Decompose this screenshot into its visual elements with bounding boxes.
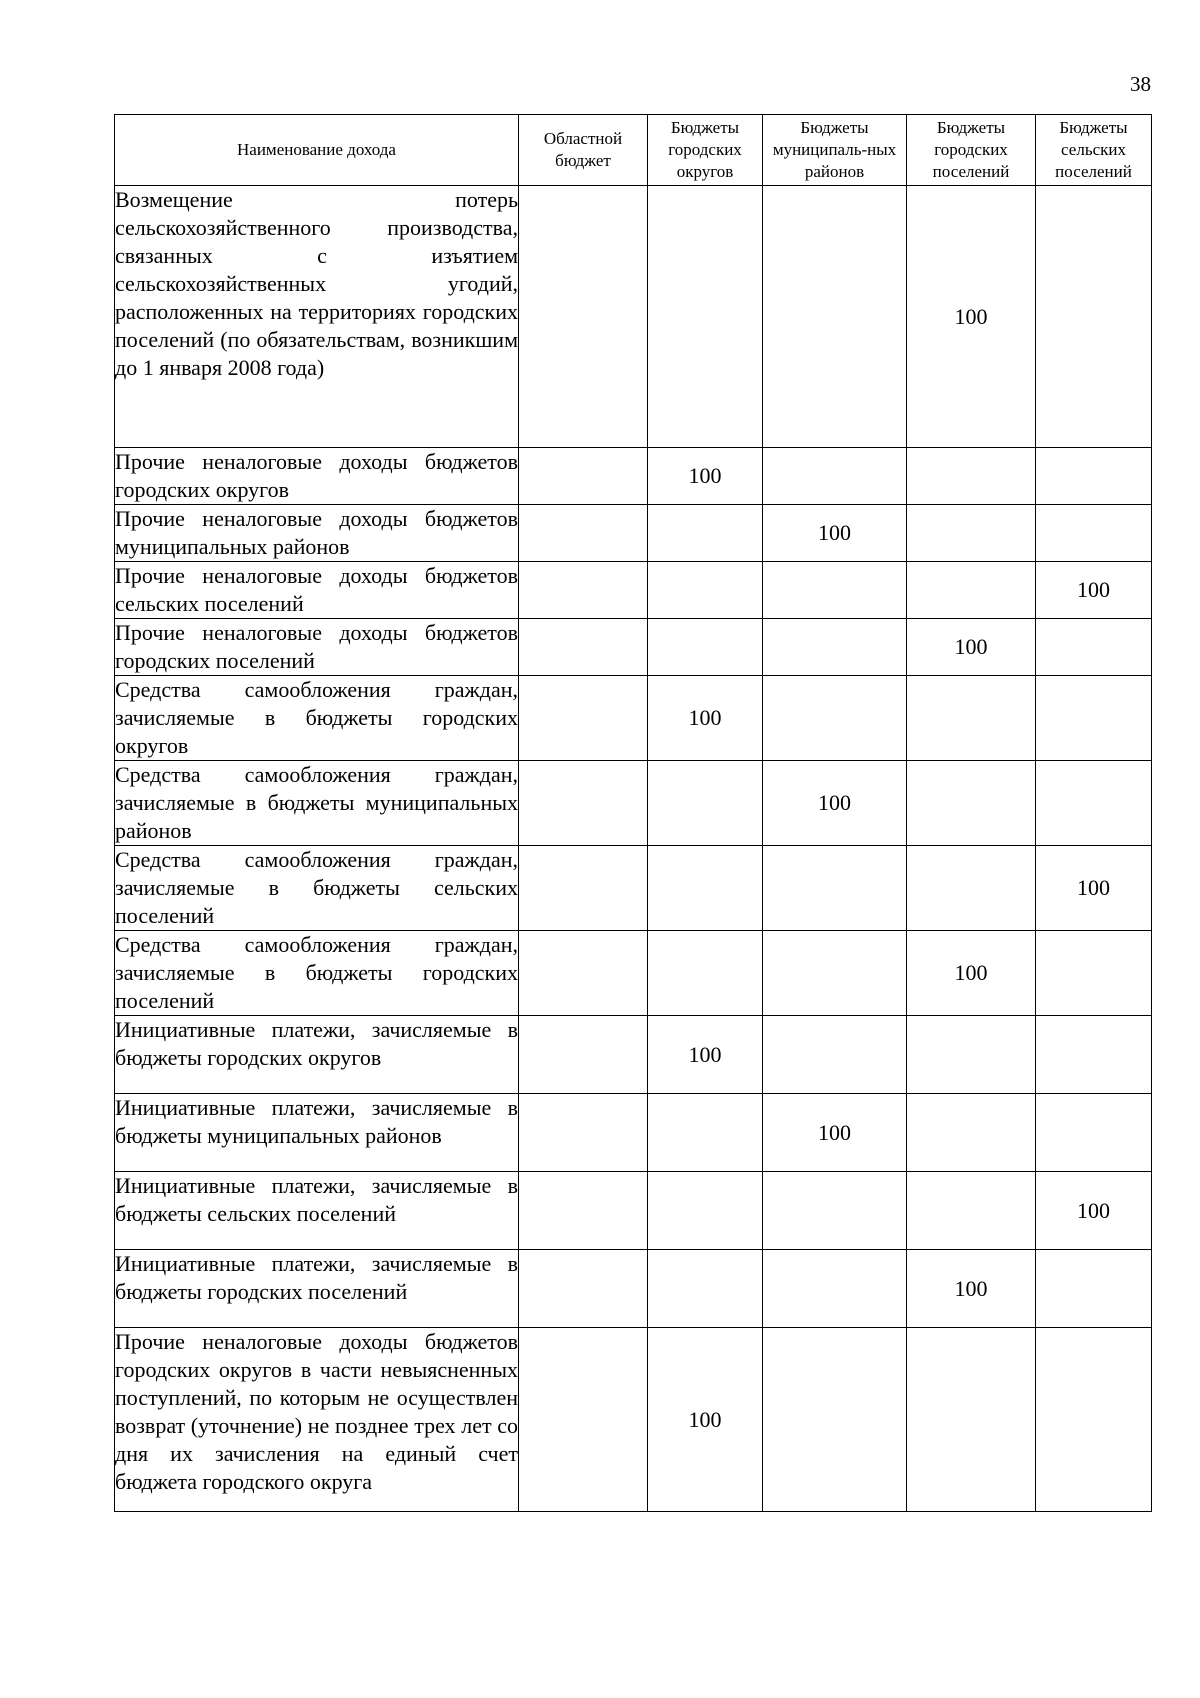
table-row: [115, 1250, 1152, 1328]
urban-settlement-budgets-value-cell: [907, 448, 1036, 505]
income-name-cell: Средства самообложения граждан, зачисляемые в бюджеты городских округов: [115, 676, 519, 761]
table-row: [115, 619, 1152, 676]
table-row: [115, 1094, 1152, 1172]
city-district-budgets-value-cell: [648, 1094, 763, 1172]
rural-settlement-budgets-value-cell: [1036, 1016, 1152, 1094]
urban-settlement-budgets-value-cell: [907, 1328, 1036, 1512]
municipal-district-budgets-value-cell: [763, 619, 907, 676]
municipal-district-budgets-value-cell: 100: [763, 761, 907, 846]
income-name-cell: Прочие неналоговые доходы бюджетов городских поселений: [115, 619, 519, 676]
rural-settlement-budgets-value-cell: 100: [1036, 1172, 1152, 1250]
income-name-cell: Средства самообложения граждан, зачисляемые в бюджеты муниципальных районов: [115, 761, 519, 846]
urban-settlement-budgets-value-cell: [907, 1016, 1036, 1094]
regional-budget-value-cell: [519, 846, 648, 931]
regional-budget-value-cell: [519, 931, 648, 1016]
header-urban-settlement-budgets: Бюджеты городских поселений: [907, 115, 1036, 186]
rural-settlement-budgets-value-cell: [1036, 1328, 1152, 1512]
table-row: [115, 1016, 1152, 1094]
city-district-budgets-value-cell: [648, 505, 763, 562]
rural-settlement-budgets-value-cell: [1036, 448, 1152, 505]
regional-budget-value-cell: [519, 619, 648, 676]
regional-budget-value-cell: [519, 1250, 648, 1328]
table-row: [115, 1328, 1152, 1512]
urban-settlement-budgets-value-cell: [907, 1094, 1036, 1172]
city-district-budgets-value-cell: [648, 619, 763, 676]
municipal-district-budgets-value-cell: [763, 931, 907, 1016]
municipal-district-budgets-value-cell: [763, 846, 907, 931]
rural-settlement-budgets-value-cell: [1036, 761, 1152, 846]
city-district-budgets-value-cell: 100: [648, 1328, 763, 1512]
municipal-district-budgets-value-cell: [763, 1250, 907, 1328]
table-row: [115, 931, 1152, 1016]
income-name-cell: Инициативные платежи, зачисляемые в бюджеты городских поселений: [115, 1250, 519, 1328]
table-body: [115, 186, 1152, 1512]
city-district-budgets-value-cell: [648, 562, 763, 619]
table-row: [115, 505, 1152, 562]
urban-settlement-budgets-value-cell: [907, 761, 1036, 846]
city-district-budgets-value-cell: [648, 186, 763, 448]
income-name-cell: Возмещение потерь сельскохозяйственного производства, связанных с изъятием сельскохозяйственных угодий, расположенных на территориях городских поселений (по обязательствам, возникшим до 1 января 2008 года): [115, 186, 519, 448]
city-district-budgets-value-cell: 100: [648, 676, 763, 761]
urban-settlement-budgets-value-cell: [907, 505, 1036, 562]
municipal-district-budgets-value-cell: [763, 562, 907, 619]
income-name-cell: Прочие неналоговые доходы бюджетов городских округов в части невыясненных поступлений, по которым не осуществлен возврат (уточнение) не позднее трех лет со дня их зачисления на единый счет бюджета городского округа: [115, 1328, 519, 1512]
page-number: 38: [1130, 72, 1151, 96]
income-name-cell: Средства самообложения граждан, зачисляемые в бюджеты сельских поселений: [115, 846, 519, 931]
municipal-district-budgets-value-cell: [763, 1016, 907, 1094]
rural-settlement-budgets-value-cell: [1036, 619, 1152, 676]
municipal-district-budgets-value-cell: [763, 448, 907, 505]
regional-budget-value-cell: [519, 1094, 648, 1172]
municipal-district-budgets-value-cell: [763, 676, 907, 761]
rural-settlement-budgets-value-cell: [1036, 1250, 1152, 1328]
header-municipal-district-budgets: Бюджеты муниципаль-ных районов: [763, 115, 907, 186]
urban-settlement-budgets-value-cell: [907, 1172, 1036, 1250]
table-header-row: [115, 115, 1152, 186]
header-regional-budget: Областной бюджет: [519, 115, 648, 186]
urban-settlement-budgets-value-cell: 100: [907, 931, 1036, 1016]
income-name-cell: Прочие неналоговые доходы бюджетов сельских поселений: [115, 562, 519, 619]
city-district-budgets-value-cell: [648, 931, 763, 1016]
header-income-name: Наименование дохода: [115, 115, 519, 186]
header-rural-settlement-budgets: Бюджеты сельских поселений: [1036, 115, 1152, 186]
urban-settlement-budgets-value-cell: [907, 562, 1036, 619]
city-district-budgets-value-cell: 100: [648, 448, 763, 505]
income-name-cell: Средства самообложения граждан, зачисляемые в бюджеты городских поселений: [115, 931, 519, 1016]
regional-budget-value-cell: [519, 505, 648, 562]
regional-budget-value-cell: [519, 676, 648, 761]
income-name-cell: Прочие неналоговые доходы бюджетов муниципальных районов: [115, 505, 519, 562]
urban-settlement-budgets-value-cell: 100: [907, 186, 1036, 448]
municipal-district-budgets-value-cell: [763, 1172, 907, 1250]
table-row: [115, 846, 1152, 931]
income-name-cell: Инициативные платежи, зачисляемые в бюджеты городских округов: [115, 1016, 519, 1094]
rural-settlement-budgets-value-cell: 100: [1036, 846, 1152, 931]
urban-settlement-budgets-value-cell: [907, 846, 1036, 931]
regional-budget-value-cell: [519, 562, 648, 619]
rural-settlement-budgets-value-cell: 100: [1036, 562, 1152, 619]
income-name-cell: Инициативные платежи, зачисляемые в бюджеты муниципальных районов: [115, 1094, 519, 1172]
income-name-cell: Прочие неналоговые доходы бюджетов городских округов: [115, 448, 519, 505]
table-row: [115, 676, 1152, 761]
regional-budget-value-cell: [519, 1172, 648, 1250]
city-district-budgets-value-cell: [648, 761, 763, 846]
urban-settlement-budgets-value-cell: 100: [907, 1250, 1036, 1328]
table-row: [115, 186, 1152, 448]
income-name-cell: Инициативные платежи, зачисляемые в бюджеты сельских поселений: [115, 1172, 519, 1250]
rural-settlement-budgets-value-cell: [1036, 1094, 1152, 1172]
regional-budget-value-cell: [519, 761, 648, 846]
urban-settlement-budgets-value-cell: 100: [907, 619, 1036, 676]
table-row: [115, 1172, 1152, 1250]
regional-budget-value-cell: [519, 186, 648, 448]
municipal-district-budgets-value-cell: [763, 186, 907, 448]
city-district-budgets-value-cell: [648, 846, 763, 931]
city-district-budgets-value-cell: [648, 1172, 763, 1250]
regional-budget-value-cell: [519, 448, 648, 505]
income-distribution-table: [114, 114, 1152, 1512]
municipal-district-budgets-value-cell: 100: [763, 1094, 907, 1172]
table-row: [115, 448, 1152, 505]
regional-budget-value-cell: [519, 1328, 648, 1512]
rural-settlement-budgets-value-cell: [1036, 676, 1152, 761]
rural-settlement-budgets-value-cell: [1036, 505, 1152, 562]
header-city-district-budgets: Бюджеты городских округов: [648, 115, 763, 186]
table-row: [115, 562, 1152, 619]
table-row: [115, 761, 1152, 846]
city-district-budgets-value-cell: 100: [648, 1016, 763, 1094]
urban-settlement-budgets-value-cell: [907, 676, 1036, 761]
rural-settlement-budgets-value-cell: [1036, 931, 1152, 1016]
regional-budget-value-cell: [519, 1016, 648, 1094]
city-district-budgets-value-cell: [648, 1250, 763, 1328]
municipal-district-budgets-value-cell: [763, 1328, 907, 1512]
rural-settlement-budgets-value-cell: [1036, 186, 1152, 448]
municipal-district-budgets-value-cell: 100: [763, 505, 907, 562]
